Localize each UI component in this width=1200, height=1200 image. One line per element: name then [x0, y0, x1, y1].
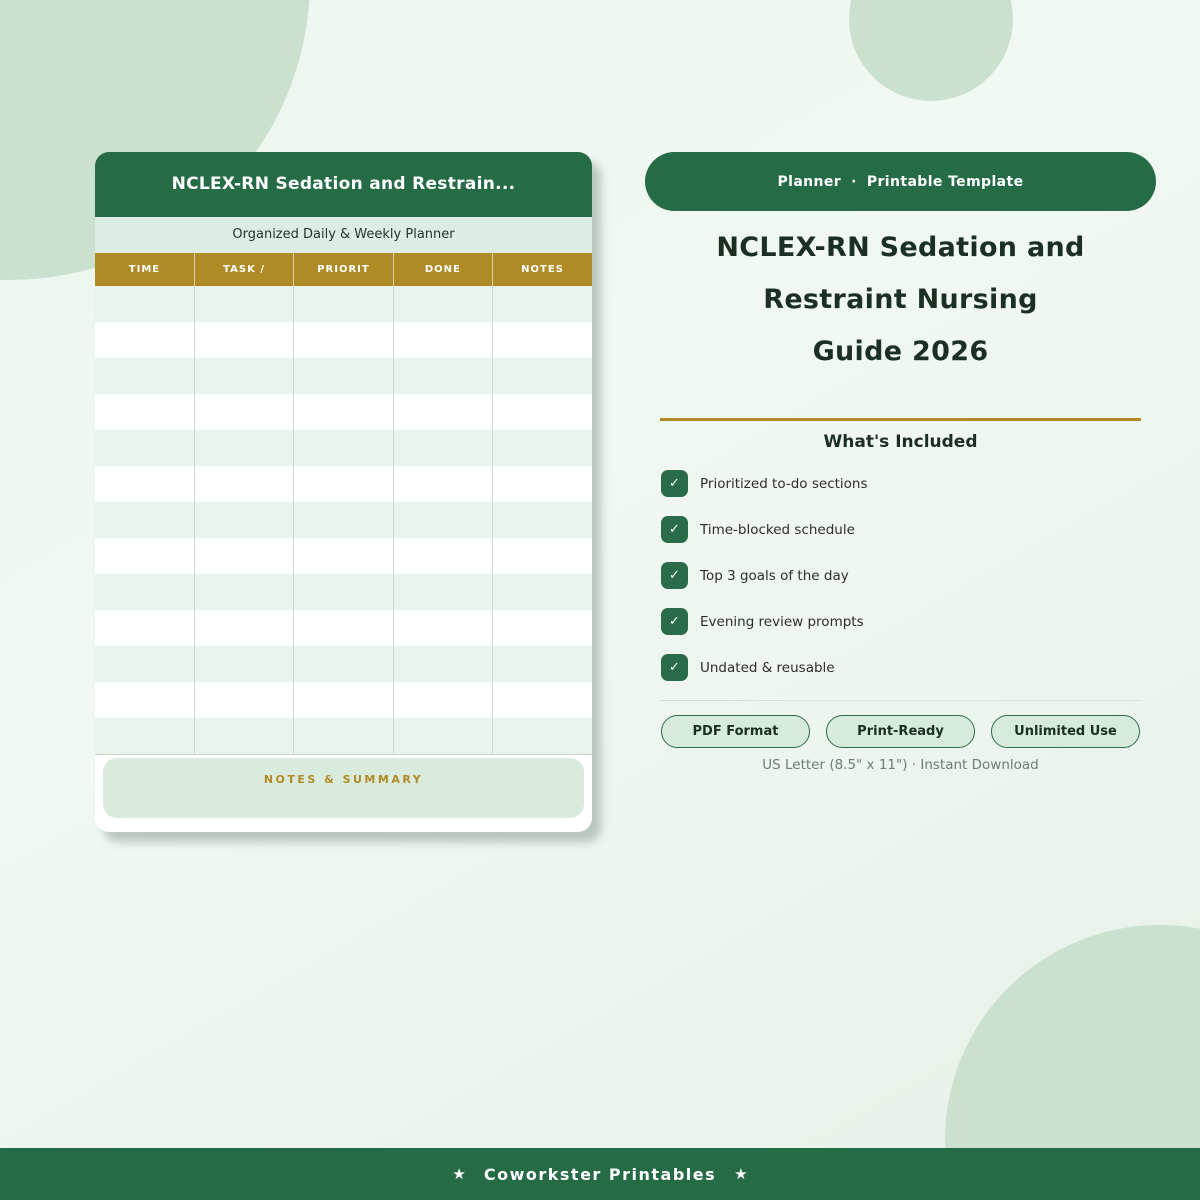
table-cell — [493, 646, 592, 682]
table-cell — [393, 466, 492, 502]
table-cell — [95, 430, 194, 466]
unlimited-use-button[interactable]: Unlimited Use — [991, 715, 1140, 748]
format-meta-text: US Letter (8.5" x 11") · Instant Download — [762, 757, 1039, 773]
list-item — [661, 654, 1156, 681]
print-ready-button[interactable]: Print-Ready — [826, 715, 975, 748]
table-row — [95, 286, 592, 322]
table-row — [95, 322, 592, 358]
table-row — [95, 502, 592, 538]
checklist-item-label: Evening review prompts — [700, 613, 864, 630]
checklist-item-label: Undated & reusable — [700, 659, 835, 676]
table-cell — [95, 466, 194, 502]
badge-separator-dot: · — [851, 173, 857, 190]
table-cell — [493, 718, 592, 754]
gold-divider — [660, 418, 1141, 421]
table-cell — [194, 322, 293, 358]
table-cell — [393, 538, 492, 574]
table-row — [95, 430, 592, 466]
badge-type-label: Printable Template — [866, 173, 1024, 190]
table-cell — [194, 718, 293, 754]
title-line-1: NCLEX-RN Sedation and — [716, 232, 1085, 263]
category-badge — [645, 152, 1156, 211]
list-item — [661, 608, 1156, 635]
table-row — [95, 646, 592, 682]
table-cell — [194, 394, 293, 430]
table-cell — [294, 574, 393, 610]
checklist-item-label: Time-blocked schedule — [700, 521, 855, 538]
table-cell — [294, 718, 393, 754]
list-item — [661, 516, 1156, 543]
star-icon: ★ — [452, 1165, 466, 1183]
table-cell — [95, 682, 194, 718]
table-cell — [493, 358, 592, 394]
table-cell — [393, 610, 492, 646]
title-line-2: Restraint Nursing — [763, 284, 1038, 315]
planner-table — [95, 253, 592, 755]
table-cell — [95, 394, 194, 430]
table-cell — [294, 394, 393, 430]
table-cell — [294, 502, 393, 538]
table-row — [95, 358, 592, 394]
checkmark-icon: ✓ — [661, 516, 688, 543]
preview-card-title: NCLEX-RN Sedation and Restrain... — [95, 152, 592, 217]
table-cell — [294, 430, 393, 466]
column-header-done: DONE — [393, 253, 492, 286]
list-item — [661, 562, 1156, 589]
checkmark-icon: ✓ — [661, 562, 688, 589]
table-cell — [194, 538, 293, 574]
table-row — [95, 718, 592, 754]
table-cell — [493, 466, 592, 502]
table-cell — [294, 646, 393, 682]
title-line-3: Guide 2026 — [812, 336, 989, 367]
table-cell — [493, 610, 592, 646]
star-icon: ★ — [734, 1165, 748, 1183]
page-title — [645, 222, 1156, 378]
badge-category-label: Planner — [777, 173, 842, 190]
table-header-row — [95, 253, 592, 286]
list-item — [661, 470, 1156, 497]
checklist-item-label: Prioritized to-do sections — [700, 475, 868, 492]
section-divider — [660, 700, 1141, 701]
planner-table-head — [95, 253, 592, 286]
table-cell — [95, 502, 194, 538]
table-cell — [493, 394, 592, 430]
table-cell — [294, 358, 393, 394]
preview-card-subtitle: Organized Daily & Weekly Planner — [95, 217, 592, 253]
table-cell — [194, 610, 293, 646]
table-cell — [393, 358, 492, 394]
table-row — [95, 394, 592, 430]
table-row — [95, 574, 592, 610]
decorative-circle-top-center — [849, 0, 1013, 101]
checkmark-icon: ✓ — [661, 608, 688, 635]
table-cell — [95, 358, 194, 394]
whats-included-heading: What's Included — [823, 432, 978, 452]
table-cell — [95, 610, 194, 646]
table-cell — [294, 286, 393, 322]
table-cell — [493, 286, 592, 322]
table-cell — [493, 322, 592, 358]
table-cell — [95, 322, 194, 358]
notes-summary-panel: NOTES & SUMMARY — [103, 758, 584, 818]
table-cell — [194, 502, 293, 538]
table-cell — [95, 718, 194, 754]
table-cell — [393, 430, 492, 466]
column-header-priority: PRIORIT — [294, 253, 393, 286]
table-cell — [393, 718, 492, 754]
table-cell — [393, 682, 492, 718]
table-cell — [493, 538, 592, 574]
table-cell — [95, 646, 194, 682]
table-cell — [393, 286, 492, 322]
table-cell — [194, 646, 293, 682]
table-cell — [294, 682, 393, 718]
table-cell — [194, 430, 293, 466]
table-cell — [493, 574, 592, 610]
table-cell — [194, 682, 293, 718]
checklist-item-label: Top 3 goals of the day — [700, 567, 849, 584]
listing-details — [645, 152, 1156, 773]
table-cell — [194, 574, 293, 610]
checkmark-icon: ✓ — [661, 470, 688, 497]
planner-preview-card — [95, 152, 592, 832]
checkmark-icon: ✓ — [661, 654, 688, 681]
table-cell — [294, 538, 393, 574]
table-cell — [95, 538, 194, 574]
table-row — [95, 682, 592, 718]
table-cell — [393, 322, 492, 358]
site-footer — [0, 1148, 1200, 1200]
pdf-format-button[interactable]: PDF Format — [661, 715, 810, 748]
footer-brand-text: Coworkster Printables — [483, 1164, 717, 1184]
table-cell — [393, 394, 492, 430]
table-cell — [393, 646, 492, 682]
table-cell — [95, 574, 194, 610]
table-cell — [294, 322, 393, 358]
table-cell — [493, 682, 592, 718]
feature-buttons-row — [661, 715, 1140, 748]
table-cell — [294, 466, 393, 502]
table-row — [95, 466, 592, 502]
table-cell — [194, 466, 293, 502]
table-row — [95, 538, 592, 574]
table-cell — [194, 286, 293, 322]
column-header-notes: NOTES — [493, 253, 592, 286]
table-cell — [393, 502, 492, 538]
table-cell — [493, 502, 592, 538]
included-checklist — [645, 470, 1156, 681]
table-row — [95, 610, 592, 646]
table-cell — [493, 430, 592, 466]
planner-table-body — [95, 286, 592, 754]
table-cell — [95, 286, 194, 322]
table-cell — [194, 358, 293, 394]
column-header-time: TIME — [95, 253, 194, 286]
table-cell — [393, 574, 492, 610]
table-cell — [294, 610, 393, 646]
column-header-task: TASK / — [194, 253, 293, 286]
